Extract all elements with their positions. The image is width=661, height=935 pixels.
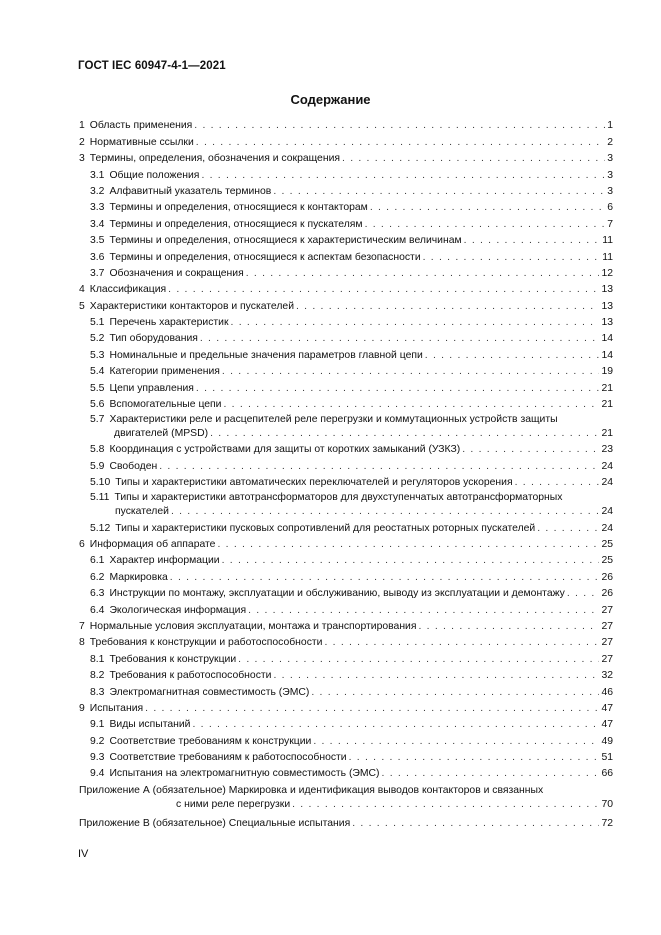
toc-entry-title: Тип оборудования [109, 333, 198, 345]
toc-entry-title: Алфавитный указатель терминов [109, 185, 272, 197]
toc-leader-dots [210, 428, 599, 440]
toc-entry[interactable] [79, 600, 613, 616]
toc-entry-page: 32 [601, 670, 613, 682]
toc-entry-title: Обозначения и сокращения [109, 267, 244, 279]
toc-leader-dots [196, 383, 600, 395]
toc-entry-page: 11 [602, 235, 613, 247]
toc-entry-page: 1 [607, 120, 613, 132]
toc-entry-page: 27 [601, 637, 613, 649]
toc-leader-dots [273, 670, 599, 682]
toc-entry-number: 3.2 [90, 185, 105, 197]
toc-leader-dots [365, 219, 606, 231]
toc-entry-number: 5.12 [90, 522, 111, 534]
toc-leader-dots [292, 799, 599, 811]
toc-entry[interactable] [79, 116, 613, 132]
toc-entry-page: 70 [601, 799, 613, 811]
toc-entry-title: Координация с устройствами для защиты от коротких замыканий (УЗКЗ) [109, 444, 461, 456]
toc-leader-dots [231, 317, 600, 329]
toc-entry[interactable] [79, 362, 613, 378]
toc-entry-title: Перечень характеристик [109, 317, 229, 329]
toc-entry-title: Информация об аппарате [89, 538, 216, 550]
toc-entry-page: 23 [601, 444, 613, 456]
toc-entry-page: 26 [601, 571, 613, 583]
toc-entry[interactable] [79, 731, 613, 747]
toc-entry-page: 27 [601, 620, 613, 632]
toc-entry-title: Классификация [89, 284, 167, 296]
toc-entry-annex-b[interactable] [79, 813, 613, 829]
toc-entry-page: 26 [601, 588, 613, 600]
toc-entry-annex-a[interactable] [79, 782, 613, 811]
toc-entry[interactable] [79, 329, 613, 345]
toc-entry-page: 27 [601, 653, 613, 665]
toc-entry-title: Виды испытаний [109, 719, 191, 731]
toc-entry-page: 11 [602, 251, 613, 263]
toc-entry-title: Экологическая информация [109, 604, 247, 616]
toc-leader-dots [145, 703, 599, 715]
toc-entry-page: 7 [607, 218, 613, 230]
toc-entry[interactable] [79, 699, 613, 715]
toc-entry-page: 72 [601, 817, 613, 829]
toc-entry-number: 9.2 [90, 735, 105, 747]
toc-entry-number: 9.1 [90, 719, 105, 731]
toc-entry[interactable] [79, 182, 613, 198]
toc-entry-number: 5.3 [90, 349, 105, 361]
toc-entry-number: 3.6 [90, 251, 105, 263]
toc-entry-number: 6.4 [90, 604, 105, 616]
toc-entry-title: Термины и определения, относящиеся к пускателям [109, 218, 363, 230]
toc-entry-title: Характеристики контакторов и пускателей [89, 300, 294, 312]
toc-entry-number: 3.1 [90, 169, 105, 181]
toc-entry-title: Свободен [109, 460, 158, 472]
toc-entry-page: 13 [601, 317, 613, 329]
toc-title: Содержание [290, 92, 371, 107]
toc-entry-number: 5.9 [90, 460, 105, 472]
toc-leader-dots [311, 687, 599, 699]
toc-entry-number: 8 [79, 637, 85, 649]
toc-leader-dots [222, 366, 600, 378]
toc-leader-dots [200, 333, 600, 345]
toc-entry[interactable] [79, 617, 613, 633]
toc-entry-number: 5.11 [90, 492, 110, 504]
toc-entry[interactable] [79, 132, 613, 148]
toc-entry-page: 3 [607, 185, 613, 197]
toc-entry[interactable] [79, 649, 613, 665]
toc-entry[interactable] [79, 231, 613, 247]
toc-entry-title: Нормальные условия эксплуатации, монтажа и транспортирования [89, 620, 417, 632]
toc-entry[interactable] [79, 551, 613, 567]
toc-entry-number: 3 [79, 153, 85, 165]
toc-leader-dots [313, 736, 599, 748]
toc-entry-title: Приложение В (обязательное) Специальные испытания [79, 817, 351, 829]
toc-entry-title-continued: двигателей (MPSD) [114, 428, 209, 440]
toc-entry-page: 3 [607, 169, 613, 181]
toc-entry-number: 5 [79, 300, 85, 312]
toc-entry-title: Номинальные и предельные значения параметров главной цепи [109, 349, 423, 361]
toc-entry-title: Категории применения [109, 366, 220, 378]
toc-entry-number: 8.3 [90, 686, 105, 698]
toc-leader-dots [370, 202, 605, 214]
toc-entry-title: Термины и определения, относящиеся к характеристическим величинам [109, 235, 462, 247]
toc-entry-number: 7 [79, 620, 85, 632]
toc-entry-title: Вспомогательные цепи [109, 399, 222, 411]
toc-entry-page: 13 [601, 300, 613, 312]
toc-entry-number: 5.2 [90, 333, 105, 345]
toc-entry[interactable] [79, 149, 613, 165]
toc-entry-title: Нормативные ссылки [89, 136, 194, 148]
toc-entry-page: 24 [601, 522, 613, 534]
toc-entry-5-11[interactable] [79, 489, 613, 518]
toc-leader-dots [248, 605, 599, 617]
toc-leader-dots [192, 719, 599, 731]
toc-entry[interactable] [79, 296, 613, 312]
toc-entry-page: 25 [601, 538, 613, 550]
toc-leader-dots [222, 555, 600, 567]
toc-leader-dots [171, 506, 599, 518]
toc-entry-title-continued: пускателей [115, 506, 169, 518]
toc-entry-number: 2 [79, 136, 85, 148]
toc-leader-dots [382, 768, 600, 780]
toc-leader-dots [462, 444, 599, 456]
toc-entry-title: Соответствие требованиям к конструкции [109, 735, 312, 747]
toc-entry-title: Характеристики реле и расцепителей реле перегрузки и коммутационных устройств защиты [109, 414, 558, 426]
toc-entry-page: 46 [601, 686, 613, 698]
toc-entry[interactable] [79, 345, 613, 361]
toc-leader-dots [349, 752, 600, 764]
toc-entry[interactable] [79, 214, 613, 230]
toc-leader-dots [324, 637, 599, 649]
toc-entry-title: Требования к работоспособности [109, 670, 272, 682]
toc-entry-number: 5.6 [90, 399, 105, 411]
toc-entry[interactable] [79, 395, 613, 411]
toc-leader-dots [464, 235, 601, 247]
toc-entry[interactable] [79, 198, 613, 214]
toc-leader-dots [425, 350, 600, 362]
toc-entry-number: 6.3 [90, 588, 105, 600]
toc-entry-page: 13 [601, 284, 613, 296]
toc-entry-title: Область применения [89, 120, 193, 132]
toc-entry-number: 6 [79, 538, 85, 550]
toc-entry[interactable] [79, 247, 613, 263]
toc-entry[interactable] [79, 313, 613, 329]
toc-entry-title: Типы и характеристики автоматических переключателей и регуляторов ускорения [115, 477, 513, 489]
toc-leader-dots [537, 523, 599, 535]
toc-entry-title: Маркировка [109, 571, 168, 583]
toc-entry-title: Термины и определения, относящиеся к контакторам [109, 202, 368, 214]
toc-entry-number: 3.3 [90, 202, 105, 214]
toc-entry-number: 8.1 [90, 653, 105, 665]
toc-entry-page: 21 [601, 399, 613, 411]
toc-entry-number: 5.5 [90, 382, 105, 394]
toc-entry-number: 1 [79, 120, 85, 132]
toc-entry-title: Электромагнитная совместимость (ЭМС) [109, 686, 310, 698]
toc-entry-page: 14 [601, 349, 613, 361]
toc-entry-page: 3 [607, 153, 613, 165]
toc-leader-dots [170, 572, 600, 584]
toc-entry-page: 12 [601, 267, 613, 279]
toc-entry-number: 3.4 [90, 218, 105, 230]
toc-entry[interactable] [79, 473, 613, 489]
toc-entry-number: 9.4 [90, 768, 105, 780]
toc-entry-page: 2 [607, 136, 613, 148]
toc-leader-dots [168, 284, 599, 296]
toc-entry[interactable] [79, 715, 613, 731]
toc-entry[interactable] [79, 567, 613, 583]
toc-entry[interactable] [79, 764, 613, 780]
toc-entry-number: 5.8 [90, 444, 105, 456]
toc-entry-title: Цепи управления [109, 382, 194, 394]
toc-entry[interactable] [79, 666, 613, 682]
toc-entry-title: Требования к конструкции и работоспособности [89, 637, 323, 649]
toc-entry-number: 3.5 [90, 235, 105, 247]
toc-entry-number: 8.2 [90, 670, 105, 682]
toc-entry-number: 5.10 [90, 477, 111, 489]
toc-entry[interactable] [79, 633, 613, 649]
toc-entry-title: Характер информации [109, 555, 220, 567]
toc-entry-5-7[interactable] [79, 411, 613, 440]
toc-entry-title: Термины и определения, относящиеся к аспектам безопасности [109, 251, 421, 263]
toc-leader-dots [342, 153, 605, 165]
toc-entry-page: 24 [601, 460, 613, 472]
toc-leader-dots [224, 399, 600, 411]
toc-entry-number: 3.7 [90, 267, 105, 279]
toc-entry-page: 25 [601, 555, 613, 567]
toc-entry-number: 5.4 [90, 366, 105, 378]
toc-entry-title: Соответствие требованиям к работоспособности [109, 752, 347, 764]
toc-leader-dots [515, 477, 600, 489]
toc-entry[interactable] [79, 584, 613, 600]
toc-entry-number: 4 [79, 284, 85, 296]
toc-entry-page: 24 [601, 506, 613, 518]
toc-entry-page: 24 [601, 477, 613, 489]
toc-entry-number: 9 [79, 702, 85, 714]
toc-entry-title: Инструкции по монтажу, эксплуатации и обслуживанию, выводу из эксплуатации и демонтажу [109, 588, 565, 600]
toc-entry-page: 6 [607, 202, 613, 214]
toc-leader-dots [196, 137, 605, 149]
toc-entry-title: Приложение А (обязательное) Маркировка и идентификация выводов контакторов и связанных [79, 785, 544, 797]
toc-entry[interactable] [79, 748, 613, 764]
toc-entry-number: 6.1 [90, 555, 105, 567]
toc-entry-title: Испытания на электромагнитную совместимость (ЭМС) [109, 768, 380, 780]
toc-entry-number: 9.3 [90, 752, 105, 764]
toc-entry[interactable] [79, 518, 613, 534]
toc-entry-title: Термины, определения, обозначения и сокращения [89, 153, 341, 165]
toc-entry-title: Типы и характеристики автотрансформаторов для двухступенчатых автотрансформаторных [114, 492, 563, 504]
toc-entry[interactable] [79, 280, 613, 296]
toc-leader-dots [238, 654, 599, 666]
toc-leader-dots [296, 301, 599, 313]
document-id: ГОСТ IEC 60947-4-1—2021 [78, 60, 226, 72]
toc-entry[interactable] [79, 456, 613, 472]
toc-leader-dots [273, 186, 605, 198]
toc-entry-page: 47 [601, 719, 613, 731]
toc-entry-page: 47 [601, 702, 613, 714]
toc-leader-dots [246, 268, 600, 280]
toc-entry-title: Требования к конструкции [109, 653, 237, 665]
toc-leader-dots [159, 461, 599, 473]
toc-entry-number: 5.1 [90, 317, 105, 329]
toc-entry-page: 51 [601, 752, 613, 764]
toc-entry-number: 5.7 [90, 414, 105, 426]
toc-entry-number: 6.2 [90, 571, 105, 583]
toc-entry[interactable] [79, 378, 613, 394]
toc-entry-title-continued: с ними реле перегрузки [176, 799, 291, 811]
toc-entry-title: Общие положения [109, 169, 200, 181]
toc-leader-dots [201, 170, 605, 182]
toc-entry-page: 21 [601, 428, 613, 440]
toc-entry[interactable] [79, 264, 613, 280]
toc-leader-dots [567, 588, 600, 600]
toc-entry-page: 27 [601, 604, 613, 616]
toc-entry[interactable] [79, 535, 613, 551]
toc-leader-dots [423, 252, 601, 264]
toc-entry-title: Испытания [89, 702, 144, 714]
toc-entry-page: 19 [601, 366, 613, 378]
page-number: IV [78, 848, 89, 860]
toc-entry-page: 49 [601, 735, 613, 747]
toc-leader-dots [352, 818, 599, 830]
toc-entry-title: Типы и характеристики пусковых сопротивлений для реостатных роторных пускателей [115, 522, 536, 534]
toc-entry[interactable] [79, 165, 613, 181]
toc-leader-dots [194, 120, 605, 132]
toc-entry-page: 21 [601, 382, 613, 394]
toc-leader-dots [217, 539, 599, 551]
toc-entry[interactable] [79, 440, 613, 456]
toc-leader-dots [418, 621, 599, 633]
toc-entry[interactable] [79, 682, 613, 698]
toc-entry-page: 14 [601, 333, 613, 345]
table-of-contents [79, 116, 613, 830]
toc-entry-page: 66 [601, 768, 613, 780]
